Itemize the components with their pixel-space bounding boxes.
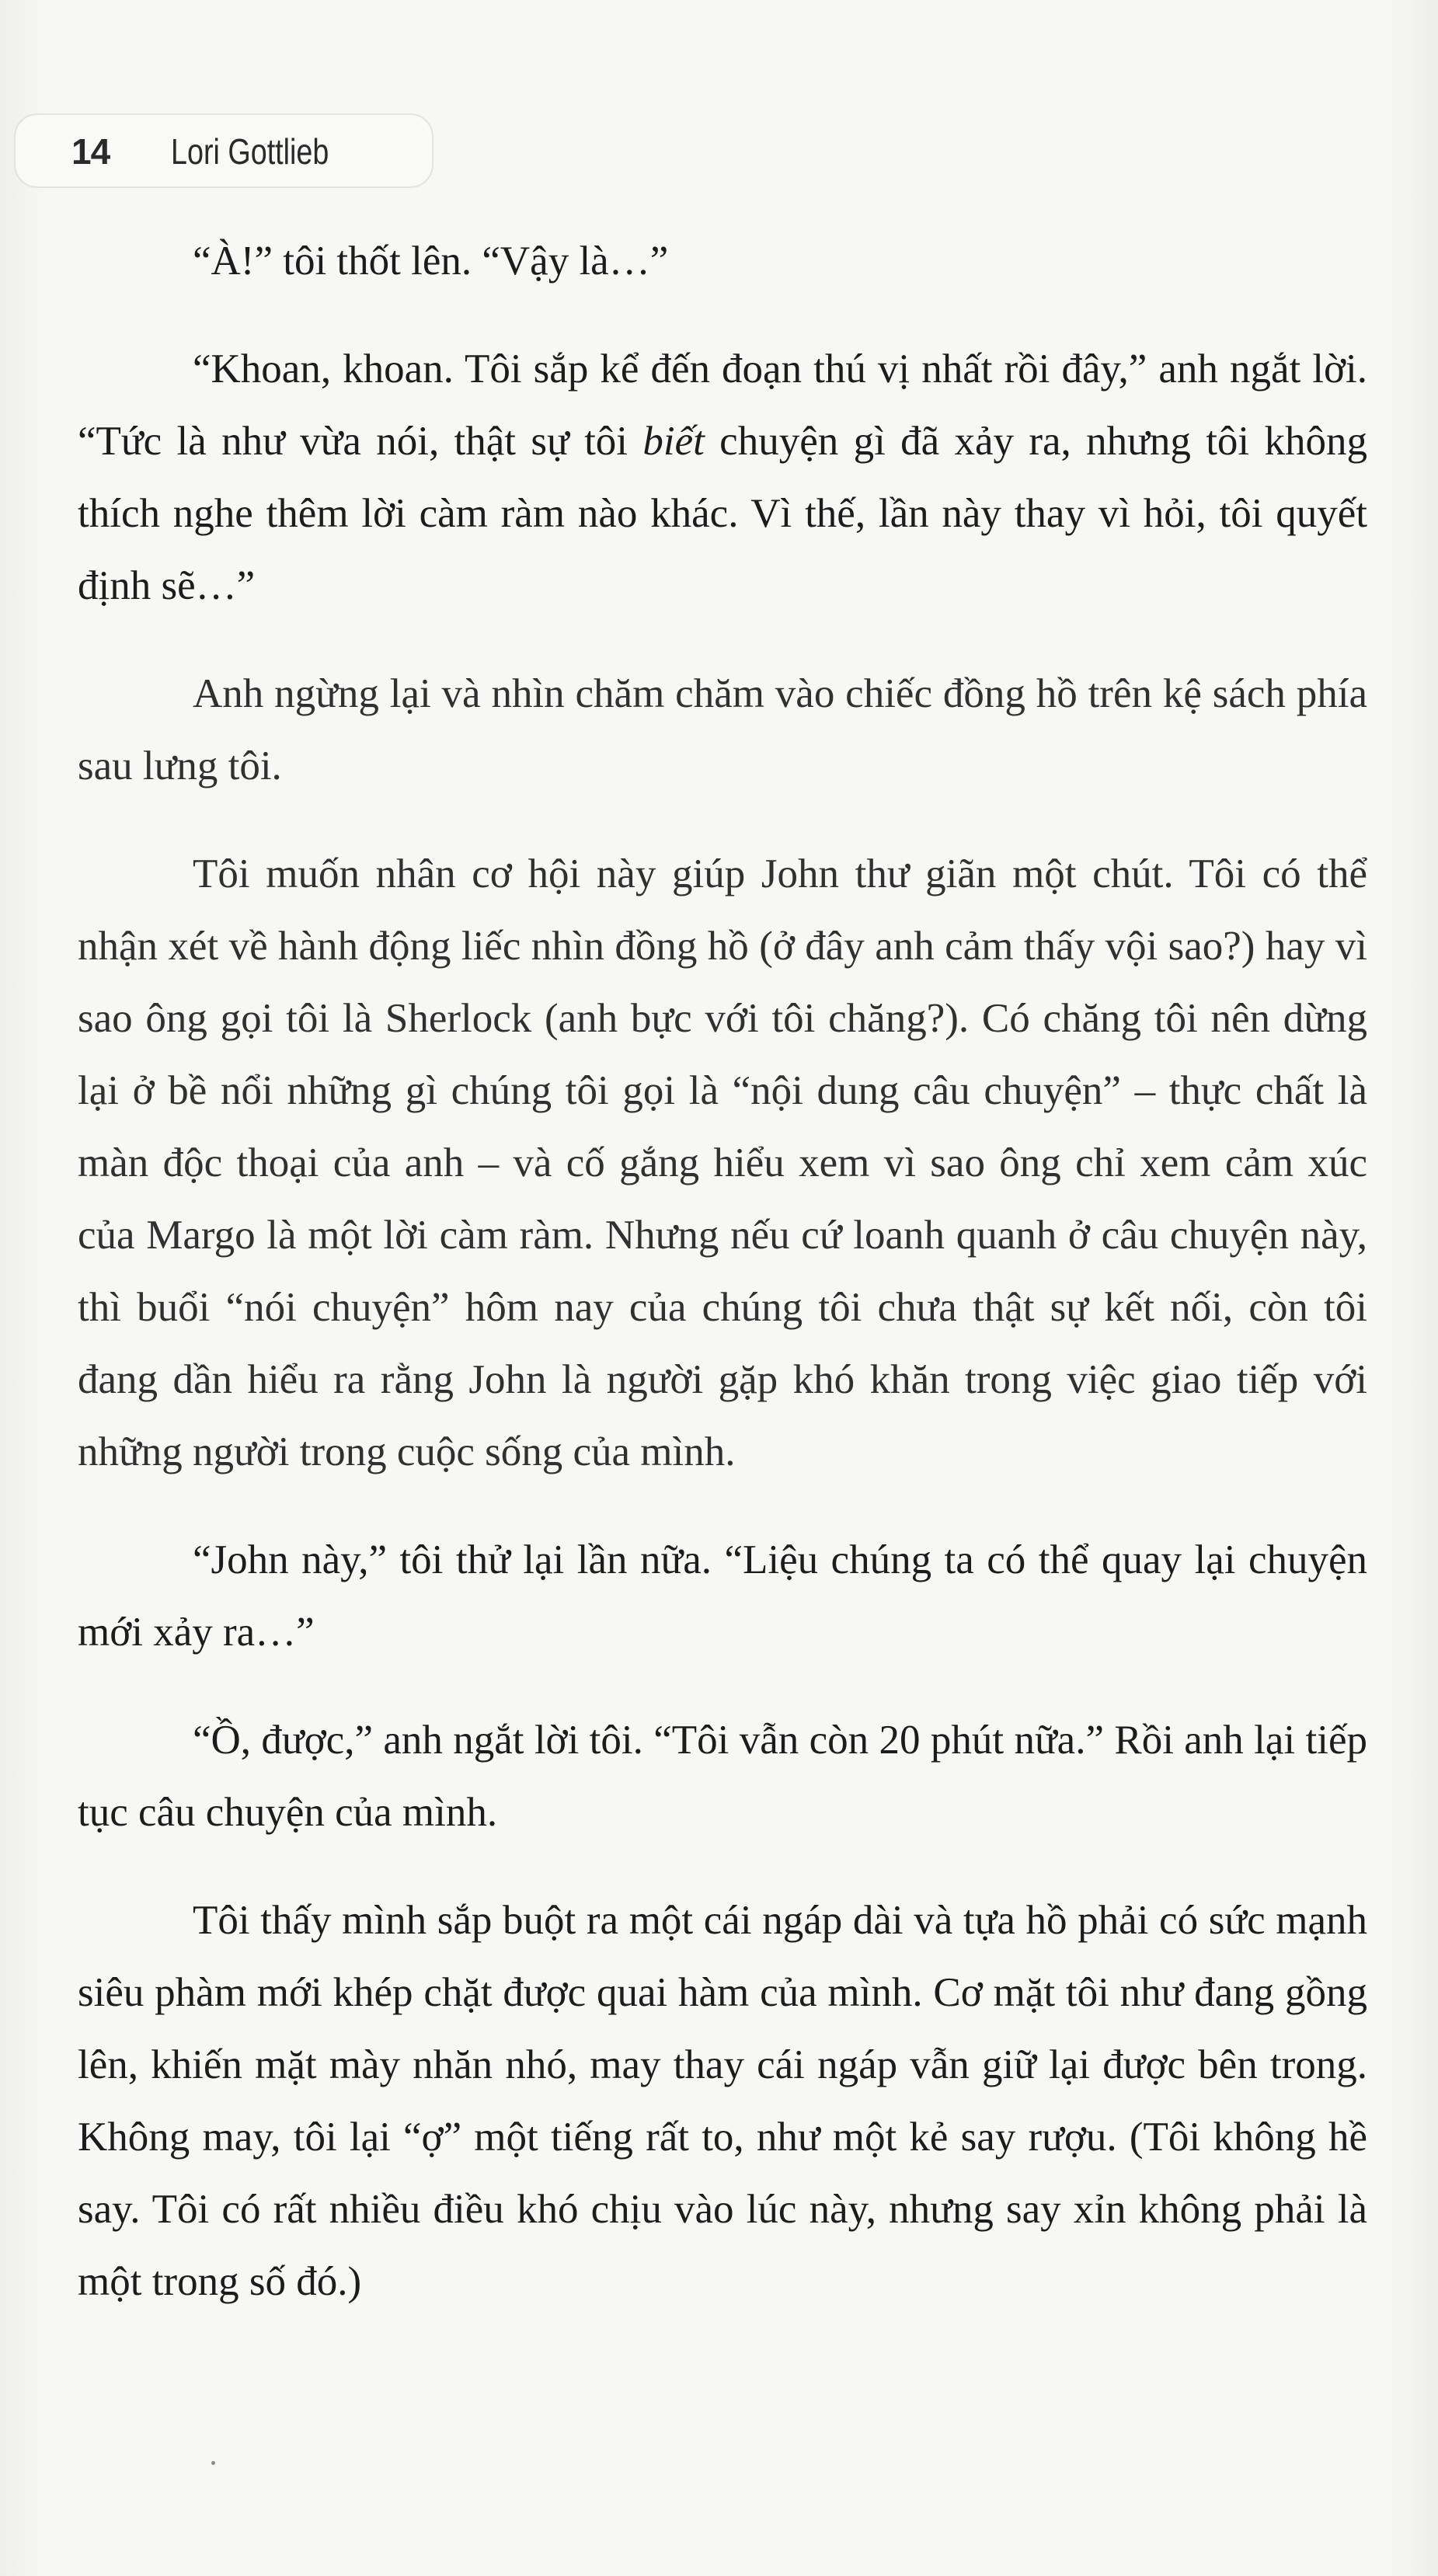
paragraph-text: Tôi thấy mình sắp buột ra một cái ngáp dài và tựa hồ phải có sức mạnh siêu phàm mới khép chặt được quai hàm của mình. Cơ mặt tôi như đang gồng lên, khiến mặt mày nhăn nhó, may thay cái ngáp vẫn giữ lại được bên trong. Không may, tôi lại “ợ” một tiếng rất to, như một kẻ say rượu. (Tôi không hề say. Tôi có rất nhiều điều khó chịu vào lúc này, nhưng say xỉn không phải là một trong số đó.) xyxy=(78,1898,1367,2304)
paragraph-5 xyxy=(78,1524,1367,1669)
paragraph-2 xyxy=(78,333,1367,622)
paragraph-6 xyxy=(78,1704,1367,1849)
paragraph-text: “John này,” tôi thử lại lần nữa. “Liệu chúng ta có thể quay lại chuyện mới xảy ra…” xyxy=(78,1537,1367,1655)
print-speck xyxy=(211,2461,215,2465)
paragraph-text: “Khoan, khoan. Tôi sắp kể đến đoạn thú vị nhất rồi đây,” anh ngắt lời. “Tức là như vừa nói, thật sự tôi xyxy=(78,346,1367,464)
paragraph-text: chuyện gì đã xảy ra, nhưng tôi không thích nghe thêm lời càm ràm nào khác. Vì thế, lần này thay vì hỏi, tôi quyết định sẽ…” xyxy=(78,419,1367,608)
paragraph-text: Tôi muốn nhân cơ hội này giúp John thư giãn một chút. Tôi có thể nhận xét về hành động liếc nhìn đồng hồ (ở đây anh cảm thấy vội sao?) hay vì sao ông gọi tôi là Sherlock (anh bực với tôi chăng?). Có chăng tôi nên dừng lại ở bề nổi những gì chúng tôi gọi là “nội dung câu chuyện” – thực chất là màn độc thoại của anh – và cố gắng hiểu xem vì sao ông chỉ xem cảm xúc của Margo là một lời càm ràm. Nhưng nếu cứ loanh quanh ở câu chuyện này, thì buổi “nói chuyện” hôm nay của chúng tôi chưa thật sự kết nối, còn tôi đang dần hiểu ra rằng John là người gặp khó khăn trong việc giao tiếp với những người trong cuộc sống của mình. xyxy=(78,851,1367,1474)
paragraph-7 xyxy=(78,1885,1367,2318)
paragraph-text: Anh ngừng lại và nhìn chăm chăm vào chiếc đồng hồ trên kệ sách phía sau lưng tôi. xyxy=(78,671,1367,788)
paragraph-1 xyxy=(78,225,1367,298)
paragraph-text: “À!” tôi thốt lên. “Vậy là…” xyxy=(193,238,669,284)
emphasized-word: biết xyxy=(642,419,705,464)
paragraph-text: “Ồ, được,” anh ngắt lời tôi. “Tôi vẫn còn 20 phút nữa.” Rồi anh lại tiếp tục câu chuyện của mình. xyxy=(78,1718,1367,1835)
paragraph-3 xyxy=(78,658,1367,802)
body-text xyxy=(78,225,1367,2354)
author-name: Lori Gottlieb xyxy=(171,131,329,172)
page-number: 14 xyxy=(71,131,110,172)
paragraph-4 xyxy=(78,838,1367,1488)
